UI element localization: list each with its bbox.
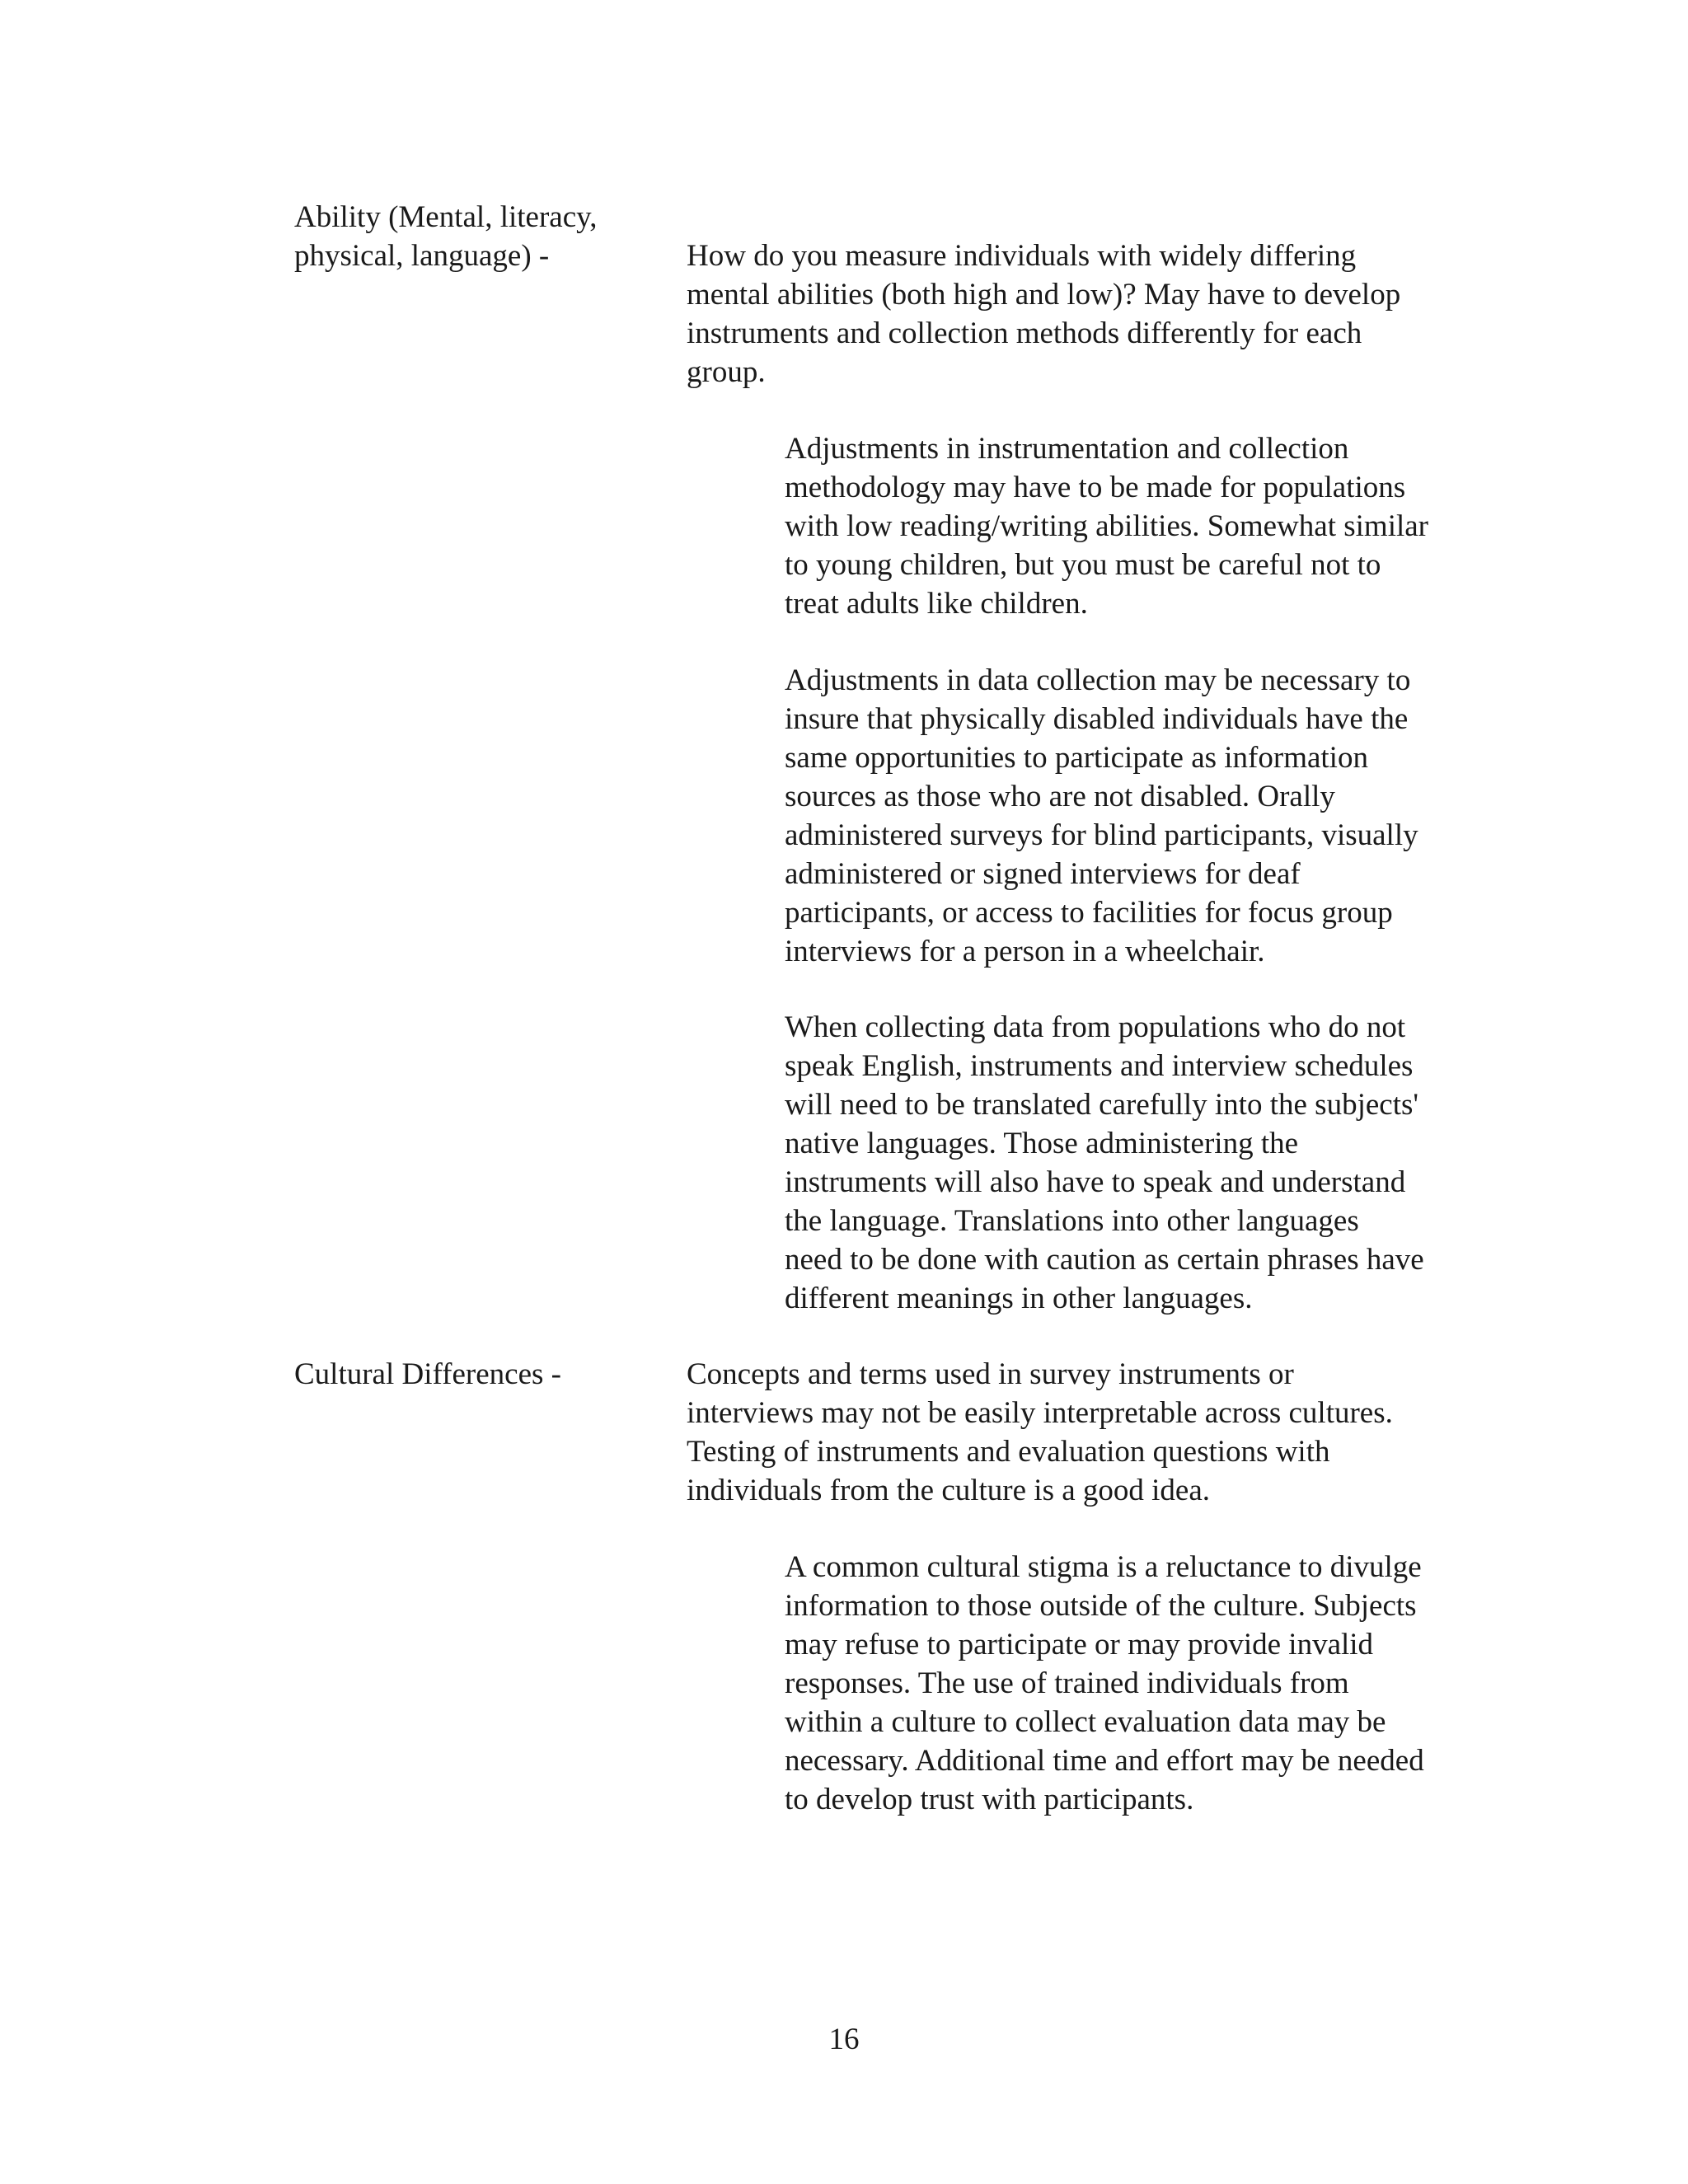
subparagraph-line: within a culture to collect evaluation data may be (785, 1705, 1386, 1739)
subparagraph-line: methodology may have to be made for populations (785, 471, 1406, 504)
subparagraph-line: information to those outside of the culture. Subjects (785, 1589, 1417, 1623)
subparagraph-literacy (785, 429, 1526, 623)
subparagraph-line: participants, or access to facilities for focus group (785, 896, 1393, 930)
subparagraph-line: with low reading/writing abilities. Somewhat similar (785, 509, 1428, 543)
subparagraph-line: When collecting data from populations who do not (785, 1010, 1406, 1044)
term-cultural-differences (294, 1355, 673, 1394)
subparagraph-physical (785, 661, 1526, 971)
subparagraph-line: the language. Translations into other languages (785, 1204, 1359, 1238)
description-line: interviews may not be easily interpretable across cultures. (687, 1396, 1393, 1430)
subparagraph-cultural-stigma (785, 1548, 1526, 1819)
subparagraph-line: interviews for a person in a wheelchair. (785, 935, 1265, 968)
subparagraph-line: administered surveys for blind participants, visually (785, 818, 1418, 852)
page-number: 16 (828, 2022, 860, 2056)
subparagraph-line: insure that physically disabled individuals have the (785, 702, 1409, 736)
description-ability (687, 237, 1511, 391)
subparagraph-line: treat adults like children. (785, 587, 1088, 621)
subparagraph-line: instruments will also have to speak and understand (785, 1165, 1406, 1199)
term-ability (294, 198, 673, 275)
subparagraph-line: administered or signed interviews for deaf (785, 857, 1301, 891)
subparagraph-line: sources as those who are not disabled. Orally (785, 780, 1335, 813)
subparagraph-line: speak English, instruments and interview schedules (785, 1049, 1414, 1083)
subparagraph-language (785, 1008, 1526, 1318)
subparagraph-line: same opportunities to participate as information (785, 741, 1368, 775)
description-line: How do you measure individuals with widely differing (687, 239, 1357, 273)
description-line: individuals from the culture is a good idea. (687, 1474, 1211, 1507)
subparagraph-line: Adjustments in instrumentation and collection (785, 432, 1349, 466)
term-line: Cultural Differences - (294, 1357, 561, 1391)
description-line: mental abilities (both high and low)? May have to develop (687, 278, 1401, 312)
subparagraph-line: Adjustments in data collection may be necessary to (785, 663, 1411, 697)
subparagraph-line: will need to be translated carefully into the subjects' (785, 1088, 1419, 1122)
subparagraph-line: need to be done with caution as certain phrases have (785, 1243, 1424, 1277)
subparagraph-line: to develop trust with participants. (785, 1783, 1194, 1816)
subparagraph-line: A common cultural stigma is a reluctance to divulge (785, 1550, 1422, 1584)
description-line: Testing of instruments and evaluation questions with (687, 1435, 1330, 1469)
description-line: Concepts and terms used in survey instruments or (687, 1357, 1294, 1391)
subparagraph-line: to young children, but you must be careful not to (785, 548, 1381, 582)
subparagraph-line: different meanings in other languages. (785, 1282, 1253, 1315)
term-line: physical, language) - (294, 239, 550, 273)
description-cultural-differences (687, 1355, 1511, 1510)
term-line: Ability (Mental, literacy, (294, 200, 598, 234)
subparagraph-line: responses. The use of trained individuals from (785, 1666, 1349, 1700)
subparagraph-line: native languages. Those administering the (785, 1127, 1299, 1160)
subparagraph-line: necessary. Additional time and effort may be needed (785, 1744, 1424, 1778)
description-line: group. (687, 355, 766, 389)
subparagraph-line: may refuse to participate or may provide invalid (785, 1628, 1374, 1661)
description-line: instruments and collection methods differently for each (687, 316, 1362, 350)
